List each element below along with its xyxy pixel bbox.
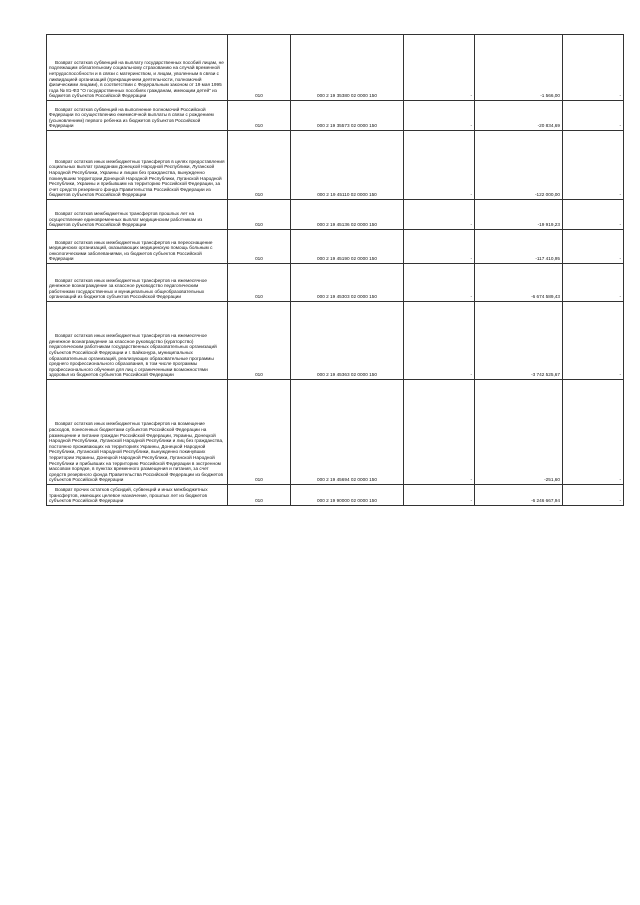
table-row <box>47 101 624 131</box>
row-value-col5: -20 834,69 <box>475 101 563 131</box>
table-row <box>47 200 624 230</box>
row-kbk-cell: 000 2 19 45110 02 0000 150 <box>291 131 404 200</box>
row-kbk-cell: 000 2 19 35380 02 0000 150 <box>291 35 404 101</box>
row-code-cell: 010 <box>228 264 291 302</box>
row-name-cell: Возврат остатков иных межбюджетных трансфертов на ежемесячное денежное вознаграждение за классное руководство (кураторство) педагогическим работникам государственных образовательных организаций субъектов Российской Федерации и г. Байконура, муниципальных образовательных организаций, реализующих образовательные программы среднего профессионального образования, в том числе программы профессионального обучения для лиц с ограниченными возможностями здоровья из бюджетов субъектов Российской Федерации <box>47 302 228 380</box>
row-name-cell: Возврат остатков субвенций на выполнение полномочий Российской Федерации по осуществлению ежемесячной выплаты в связи с рождением (усыновлением) первого ребенка из бюджетов субъектов Российской Федерации <box>47 101 228 131</box>
row-value-col6: - <box>563 101 624 131</box>
report-table <box>46 34 624 506</box>
table-row <box>47 131 624 200</box>
row-value-col6: - <box>563 302 624 380</box>
row-code-cell: 010 <box>228 131 291 200</box>
row-code-cell: 010 <box>228 302 291 380</box>
row-code-cell: 010 <box>228 200 291 230</box>
table-row <box>47 485 624 506</box>
row-kbk-cell: 000 2 19 35573 02 0000 150 <box>291 101 404 131</box>
row-name-cell: Возврат остатков иных межбюджетных трансфертов на переоснащение медицинских организаций, оказывающих медицинскую помощь больным с онкологическими заболеваниями, из бюджетов субъектов Российской Федерации <box>47 230 228 264</box>
row-value-col4: - <box>404 101 475 131</box>
row-value-col4: - <box>404 380 475 485</box>
row-value-col5: -6 674 589,43 <box>475 264 563 302</box>
row-value-col5: -251,60 <box>475 380 563 485</box>
row-value-col4: - <box>404 131 475 200</box>
row-name-cell: Возврат остатков иных межбюджетных трансфертов на ежемесячное денежное вознаграждение за классное руководство педагогическим работникам государственных и муниципальных общеобразовательных организаций из бюджетов субъектов Российской Федерации <box>47 264 228 302</box>
row-kbk-cell: 000 2 19 45190 02 0000 150 <box>291 230 404 264</box>
row-value-col6: - <box>563 230 624 264</box>
row-value-col4: - <box>404 35 475 101</box>
row-value-col4: - <box>404 230 475 264</box>
row-value-col4: - <box>404 485 475 506</box>
row-name-cell: Возврат остатков межбюджетных трансфертов прошлых лет на осуществление единовременных выплат медицинским работникам из бюджетов субъектов Российской Федерации <box>47 200 228 230</box>
row-code-cell: 010 <box>228 230 291 264</box>
row-value-col6: - <box>563 200 624 230</box>
row-value-col5: -6 246 667,94 <box>475 485 563 506</box>
row-value-col5: -19 919,23 <box>475 200 563 230</box>
row-value-col6: - <box>563 264 624 302</box>
row-kbk-cell: 000 2 19 45136 02 0000 150 <box>291 200 404 230</box>
row-kbk-cell: 000 2 19 45694 02 0000 150 <box>291 380 404 485</box>
row-code-cell: 010 <box>228 380 291 485</box>
row-kbk-cell: 000 2 19 45303 02 0000 150 <box>291 264 404 302</box>
table-row <box>47 264 624 302</box>
row-value-col5: -122 000,00 <box>475 131 563 200</box>
row-value-col6: - <box>563 485 624 506</box>
row-name-cell: Возврат остатков субвенций на выплату государственных пособий лицам, не подлежащим обязательному социальному страхованию на случай временной нетрудоспособности и в связи с материнством, и лицам, уволенным в связи с ликвидацией организаций (прекращением деятельности, полномочий физическими лицами), в соответствии с Федеральным законом от 19 мая 1995 года № 81-ФЗ "О государственных пособиях гражданам, имеющим детей" из бюджетов субъектов Российской Федерации <box>47 35 228 101</box>
row-code-cell: 010 <box>228 35 291 101</box>
table-row <box>47 380 624 485</box>
table-row <box>47 302 624 380</box>
row-name-cell: Возврат остатков иных межбюджетных трансфертов на возмещение расходов, понесенных бюджетами субъектов Российской Федерации на размещение и питание граждан Российской Федерации, Украины, Донецкой Народной Республики, Луганской Народной Республики и лиц без гражданства, постоянно проживающих на территориях Украины, Донецкой Народной Республики, Луганской Народной Республики, вынужденно покинувших территории Украины, Донецкой Народной Республики, Луганской Народной Республики и прибывших на территорию Российской Федерации в экстренном массовом порядке, в пунктах временного размещения и питания, за счет средств резервного фонда Правительства Российской Федерации из бюджетов субъектов Российской Федерации <box>47 380 228 485</box>
table-row <box>47 35 624 101</box>
row-value-col5: -3 742 525,67 <box>475 302 563 380</box>
row-kbk-cell: 000 2 19 45363 02 0000 150 <box>291 302 404 380</box>
row-value-col6: - <box>563 380 624 485</box>
row-kbk-cell: 000 2 19 90000 02 0000 150 <box>291 485 404 506</box>
row-name-cell: Возврат остатков иных межбюджетных трансфертов в целях предоставления социальных выплат гражданам Донецкой Народной Республики, Луганской Народной Республики, Украины и лицам без гражданства, вынужденно покинувшим территории Донецкой Народной Республики, Луганской Народной Республики, Украины и прибывшим на территорию Российской Федерации, за счет средств резервного фонда Правительства Российской Федерации из бюджетов субъектов Российской Федерации <box>47 131 228 200</box>
row-code-cell: 010 <box>228 485 291 506</box>
row-value-col5: -117 410,95 <box>475 230 563 264</box>
row-value-col5: -1 566,00 <box>475 35 563 101</box>
row-value-col4: - <box>404 302 475 380</box>
row-value-col6: - <box>563 35 624 101</box>
table-row <box>47 230 624 264</box>
row-value-col6: - <box>563 131 624 200</box>
row-value-col4: - <box>404 264 475 302</box>
row-value-col4: - <box>404 200 475 230</box>
row-name-cell: Возврат прочих остатков субсидий, субвенций и иных межбюджетных трансфертов, имеющих целевое назначение, прошлых лет из бюджетов субъектов Российской Федерации <box>47 485 228 506</box>
row-code-cell: 010 <box>228 101 291 131</box>
